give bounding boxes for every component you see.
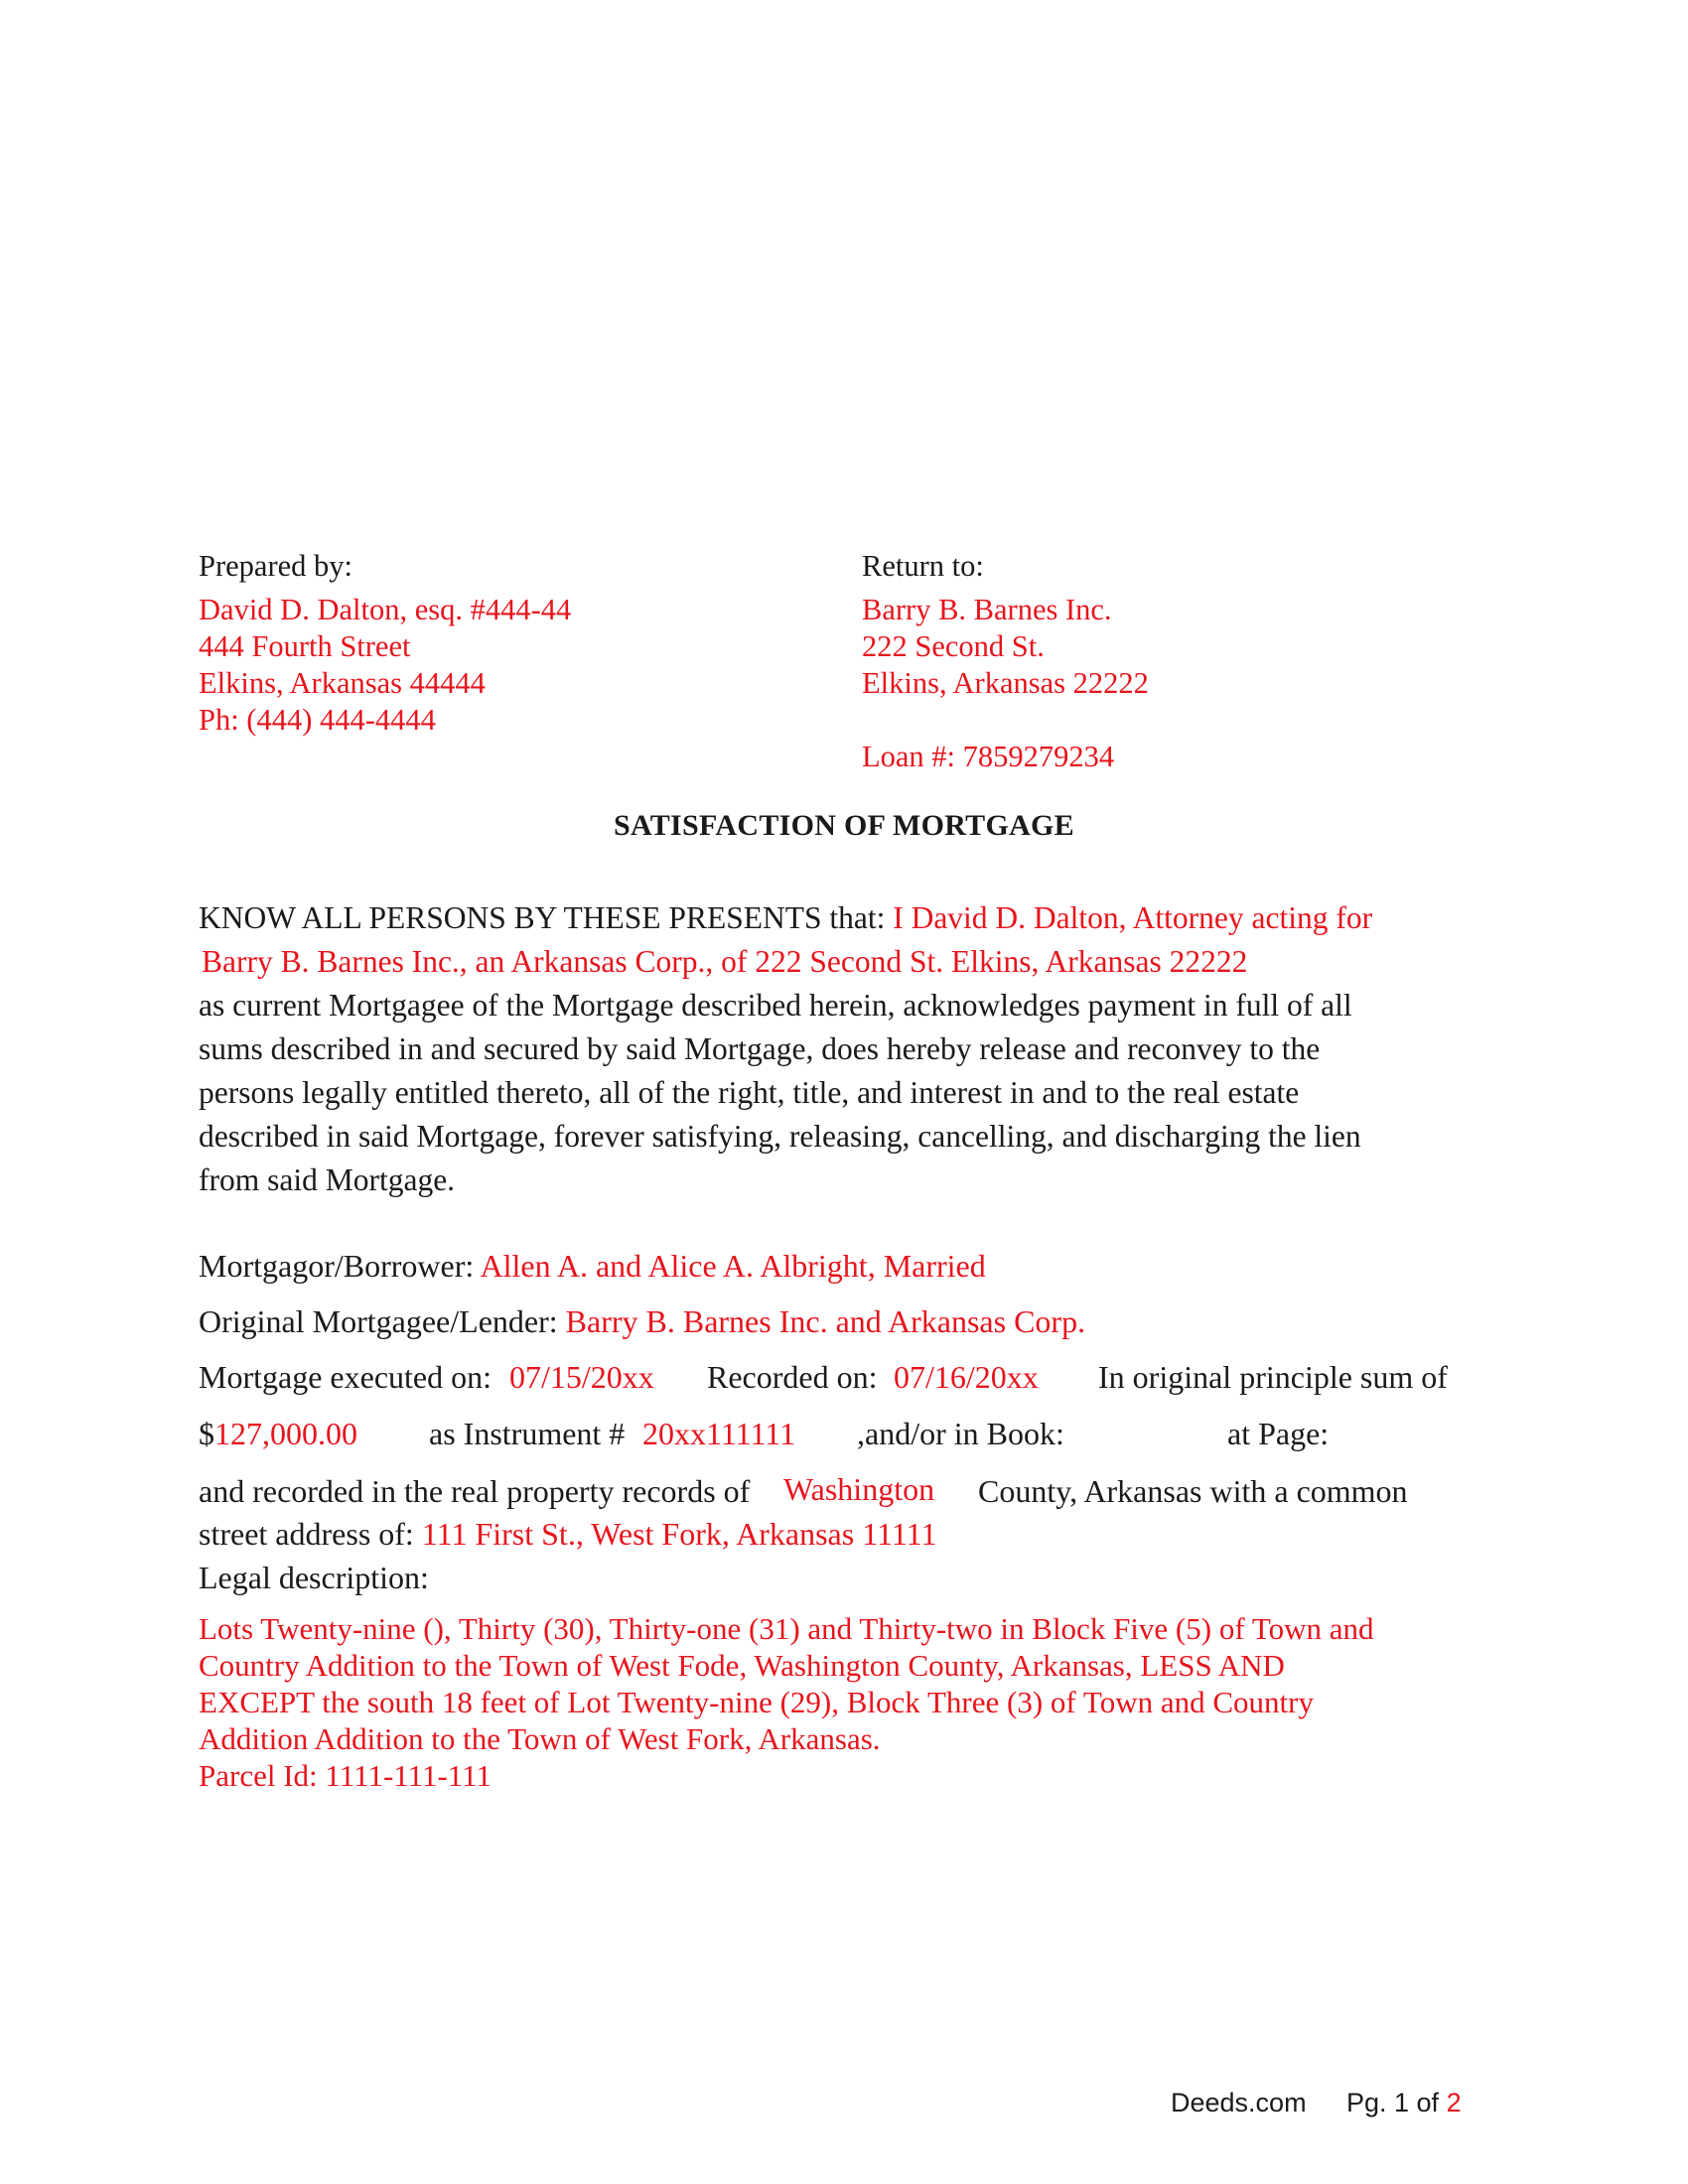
- borrower-row: [199, 1248, 986, 1284]
- recorded-date: 07/16/20xx: [894, 1359, 1039, 1395]
- legal-line: EXCEPT the south 18 feet of Lot Twenty-nine (29), Block Three (3) of Town and Country: [199, 1685, 1314, 1719]
- county-value: Washington: [783, 1471, 935, 1507]
- amount-row: [199, 1416, 357, 1451]
- preparer-phone: Ph: (444) 444-4444: [199, 703, 436, 737]
- preparer-name: David D. Dalton, esq. #444-44: [199, 593, 572, 626]
- page-total: 2: [1446, 2088, 1462, 2117]
- lender-label: Original Mortgagee/Lender:: [199, 1303, 558, 1339]
- prepared-by-label: Prepared by:: [199, 549, 352, 583]
- preparer-city: Elkins, Arkansas 44444: [199, 666, 486, 700]
- return-to-block: [862, 548, 1149, 775]
- return-city: Elkins, Arkansas 22222: [862, 666, 1149, 700]
- dollar-sign: $: [199, 1416, 214, 1451]
- body-line: described in said Mortgage, forever satisfying, releasing, cancelling, and discharging the lien: [199, 1119, 1361, 1154]
- footer-site: Deeds.com: [1171, 2088, 1307, 2117]
- principal-label: In original principle sum of: [1098, 1359, 1448, 1395]
- footer-page-number: [1346, 2088, 1462, 2118]
- instrument-label: as Instrument #: [429, 1416, 626, 1451]
- street-row: [199, 1516, 936, 1552]
- legal-description: [199, 1610, 1374, 1794]
- principal-amount: 127,000.00: [214, 1416, 357, 1451]
- book-label: ,and/or in Book:: [857, 1416, 1064, 1451]
- body-line: as current Mortgagee of the Mortgage described herein, acknowledges payment in full of all: [199, 988, 1352, 1023]
- street-address: 111 First St., West Fork, Arkansas 11111: [421, 1516, 937, 1552]
- instrument-number: 20xx111111: [642, 1416, 796, 1451]
- body-paragraph: [199, 896, 1489, 1202]
- loan-number: Loan #: 7859279234: [862, 740, 1115, 773]
- prepared-by-block: [199, 548, 571, 739]
- intro-line: [199, 896, 1489, 940]
- borrower-value: Allen A. and Alice A. Albright, Married: [480, 1248, 986, 1284]
- lender-value: Barry B. Barnes Inc. and Arkansas Corp.: [565, 1303, 1086, 1339]
- legal-line: Lots Twenty-nine (), Thirty (30), Thirty-one (31) and Thirty-two in Block Five (5) of Town and: [199, 1611, 1374, 1646]
- page-prefix: Pg. 1 of: [1346, 2088, 1440, 2117]
- return-name: Barry B. Barnes Inc.: [862, 593, 1112, 626]
- body-line: sums described in and secured by said Mortgage, does hereby release and reconvey to the: [199, 1031, 1321, 1066]
- legal-line: Country Addition to the Town of West Fode, Washington County, Arkansas, LESS AND: [199, 1648, 1285, 1683]
- grantor-line-1: I David D. Dalton, Attorney acting for: [893, 900, 1373, 935]
- intro-text: KNOW ALL PERSONS BY THESE PRESENTS that:: [199, 900, 886, 935]
- records-label: and recorded in the real property records of: [199, 1473, 751, 1509]
- body-line: persons legally entitled thereto, all of the right, title, and interest in and to the real estate: [199, 1075, 1300, 1110]
- grantor-line-2: Barry B. Barnes Inc., an Arkansas Corp., of 222 Second St. Elkins, Arkansas 22222: [202, 944, 1248, 979]
- executed-label: Mortgage executed on:: [199, 1359, 492, 1395]
- lender-row: [199, 1303, 1085, 1339]
- street-label: street address of:: [199, 1516, 414, 1552]
- preparer-street: 444 Fourth Street: [199, 629, 411, 663]
- return-to-label: Return to:: [862, 549, 984, 583]
- body-line: from said Mortgage.: [199, 1162, 456, 1197]
- page-label: at Page:: [1227, 1416, 1330, 1451]
- document-title: SATISFACTION OF MORTGAGE: [614, 809, 1074, 842]
- executed-date: 07/15/20xx: [509, 1359, 654, 1395]
- legal-description-label: Legal description:: [199, 1560, 429, 1595]
- legal-line: Addition Addition to the Town of West Fork, Arkansas.: [199, 1721, 881, 1756]
- recorded-label: Recorded on:: [707, 1359, 878, 1395]
- parcel-id: Parcel Id: 1111-111-111: [199, 1758, 492, 1793]
- return-street: 222 Second St.: [862, 629, 1045, 663]
- county-suffix: County, Arkansas with a common: [978, 1473, 1408, 1509]
- borrower-label: Mortgagor/Borrower:: [199, 1248, 475, 1284]
